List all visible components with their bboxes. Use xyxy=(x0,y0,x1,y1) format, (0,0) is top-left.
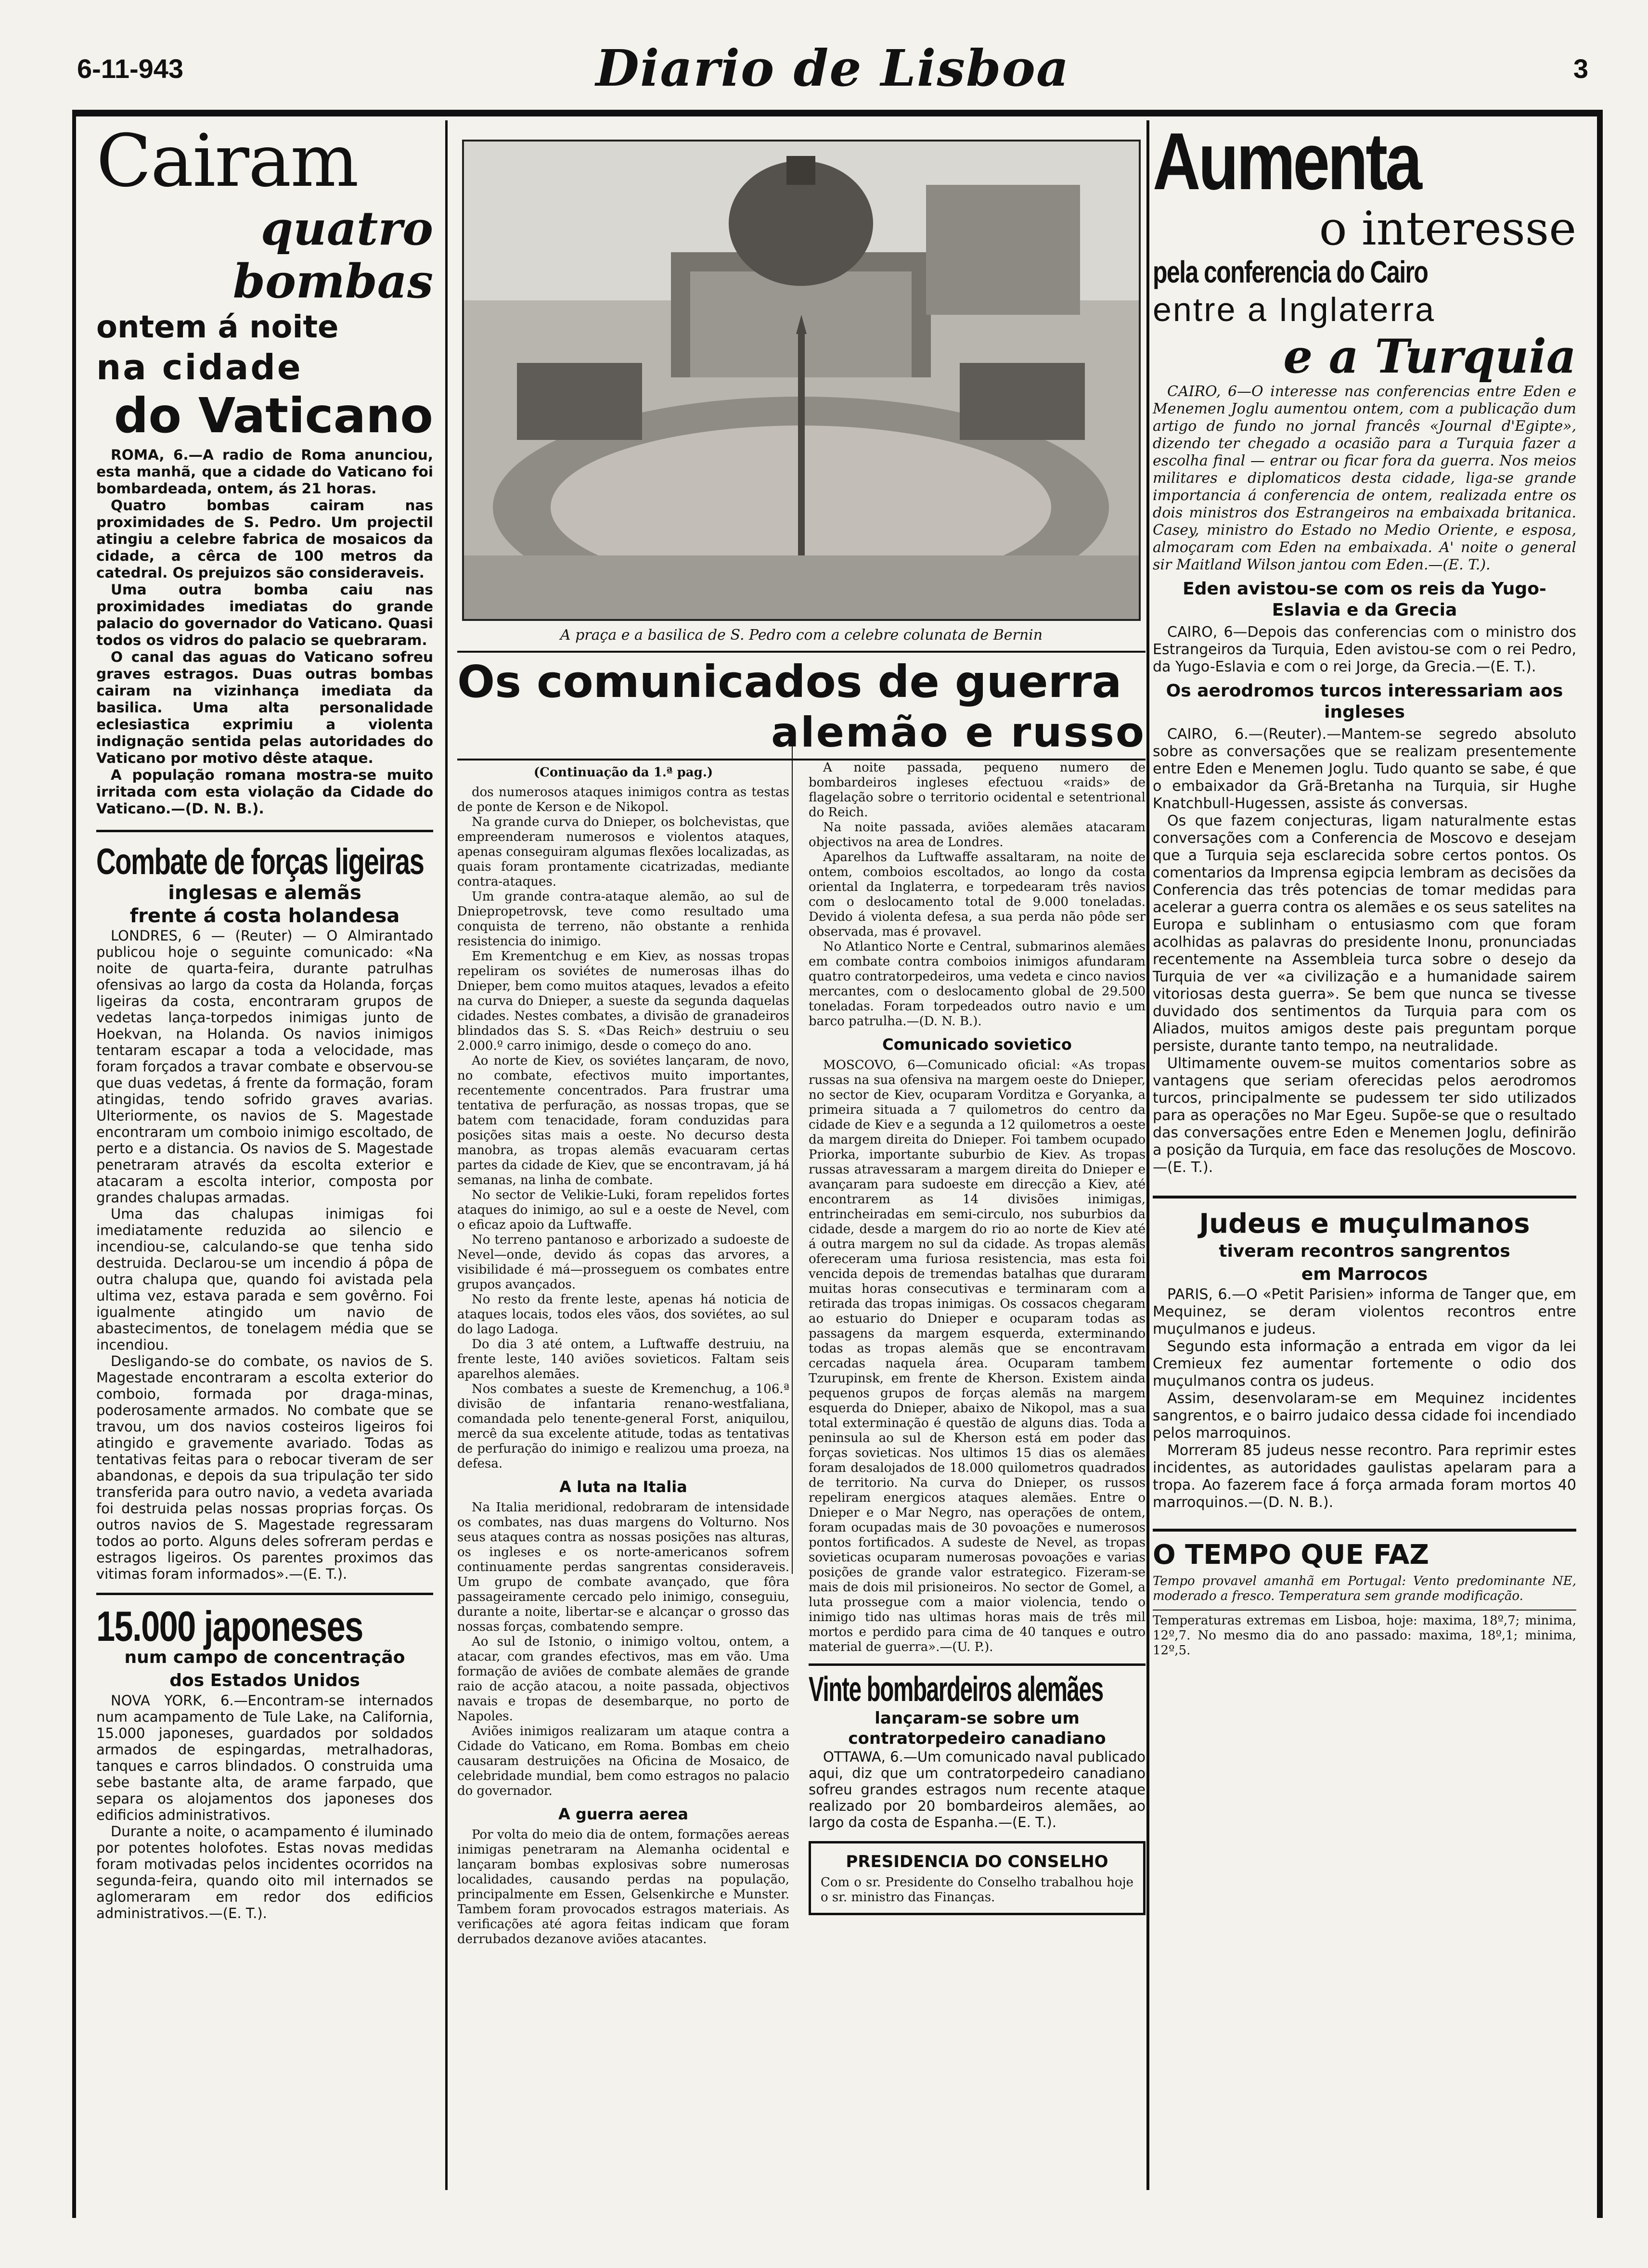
headline-line: pela conferencia do Cairo xyxy=(1153,255,1428,289)
headline: Combate de forças ligeiras xyxy=(96,841,424,882)
comunicados-col-b xyxy=(809,760,1146,1947)
vinte-article xyxy=(809,1670,1146,1830)
aumenta-article xyxy=(1153,116,1576,1176)
cairam-article xyxy=(96,120,433,817)
divider xyxy=(809,1663,1146,1666)
paragraph: CAIRO, 6—Depois das conferencias com o ministro dos Estrangeiros da Turquia, Eden avistou-se com o rei Pedro, da Yugo-Eslavia e com o rei Jorge, da Grecia.—(E. T.). xyxy=(1153,624,1576,675)
paragraph: Aviões inimigos realizaram um ataque contra a Cidade do Vaticano, em Roma. Bombas em cheio causaram destruições na Oficina de Mosaico, de celebridade mundial, bem como estragos no palacio do governador. xyxy=(457,1724,789,1798)
subheadline: tiveram recontros sangrentos xyxy=(1219,1241,1510,1261)
paragraph: No sector de Velikie-Luki, foram repelidos fortes ataques do inimigo, ao sul e a oeste de Nevel, com o eficaz apoio da Luftwaffe. xyxy=(457,1188,789,1232)
headline-line: e a Turquia xyxy=(1283,329,1576,384)
paragraph: A população romana mostra-se muito irritada com esta violação da Cidade do Vaticano.—(D. N. B.). xyxy=(96,767,433,817)
paragraph: MOSCOVO, 6—Comunicado oficial: «As tropas russas na sua ofensiva na margem oeste do Dnieper, no sector de Kiev, ocuparam Vorditza e Goryanka, a primeira situada a 7 quilometros do centro da cidade de Kiev e a segunda a 12 quilometros a oeste da margem direita do Dnieper. Foi tambem ocupado Priorka, importante suburbio de Kiev. As tropas russas atravessaram a margem direita do Dnieper e avançaram para sudoeste em direcção a Kiev, até encontrarem as 14 divisões inimigas, entrincheiradas em semi-circulo, nos suburbios da cidade, desde a margem do rio ao norte de Kiev até á outra margem no sul da cidade. As tropas alemãs ofereceram uma furiosa resistencia, mas esta foi vencida depois de tremendas batalhas que duraram muitas horas consecutivas e terminaram com a retirada das tropas inimigas. Os cossacos chegaram ao estuario do Dnieper e ocuparam todas as passagens da margem esquerda, exterminando todas as tropas alemãs que se encontravam cercadas naquela área. Ocuparam tambem Tzurupinsk, em frente de Kherson. Existem ainda pequenos grupos de forças alemãs na margem esquerda do Dnieper, abaixo de Nikopol, mas a sua total exterminação é questão de alguns dias. Toda a peninsula ao sul de Kherson está em poder das forças sovieticas. Nos ultimos 15 dias os alemães foram desalojados de 18.000 quilometros quadrados de territorio. Na curva do Dnieper, os russos repeliram energicos ataques alemães. Entre o Dnieper e o Mar Negro, nas operações de ontem, foram ocupadas mais de 30 povoações e numerosos pontos fortificados. A sudeste de Nevel, as tropas sovieticas ocuparam numerosas povoações e varias posições de grande valor estrategico. Fizeram-se mais de dois mil prisioneiros. No sector de Gomel, a luta prossegue com a maior violencia, tendo o inimigo tido nas ultimas horas mais de três mil mortos e perdido para cima de 40 tanques e outro material de guerra».—(U. P.). xyxy=(809,1058,1146,1654)
paragraph: No Atlantico Norte e Central, submarinos alemães em combate contra comboios inimigos afundaram quatro contratorpedeiros, uma vedeta e cinco navios mercantes, com o deslocamento global de 29.500 toneladas. Foram torpedeados outro navio e um barco patrulha.—(D. N. B.). xyxy=(809,940,1146,1029)
tempo-article xyxy=(1153,1539,1576,1658)
left-column xyxy=(96,120,433,1921)
paragraph: Quatro bombas cairam nas proximidades de S. Pedro. Um projectil atingiu a celebre fabrica de mosaicos da cidade, a cêrca de 100 metros da catedral. Os prejuizos são consideraveis. xyxy=(96,497,433,581)
headline: Vinte bombardeiros alemães xyxy=(809,1670,1103,1709)
basilica-illustration xyxy=(464,142,1139,619)
paragraph: Um grande contra-ataque alemão, ao sul de Dniepropetrovsk, teve como resultado uma conquista de terreno, não obstante a renhida resistencia do inimigo. xyxy=(457,889,789,949)
section-heading: Comunicado sovietico xyxy=(882,1035,1072,1054)
paragraph: NOVA YORK, 6.—Encontram-se internados num acampamento de Tule Lake, na California, 15.000 japoneses, guardados por soldados armados de espingardas, metralhadoras, tanques e carros blindados. O construida uma sebe bastante alta, de arame farpado, que separa os alojamentos dos japoneses dos edificios administrativos. xyxy=(96,1692,433,1823)
comunicados-col-a xyxy=(457,760,789,1947)
paragraph: Segundo esta informação a entrada em vigor da lei Cremieux fez aumentar fortemente o odio dos muçulmanos contra os judeus. xyxy=(1153,1338,1576,1390)
box-title: PRESIDENCIA DO CONSELHO xyxy=(846,1852,1108,1871)
headline: Aumenta xyxy=(1153,116,1420,206)
paragraph: No terreno pantanoso e arborizado a sudoeste de Nevel—onde, devido ás copas das arvores, a visibilidade é má—prosseguem os combates entre grupos avançados. xyxy=(457,1233,789,1292)
box-body: Com o sr. Presidente do Conselho trabalhou hoje o sr. ministro das Finanças. xyxy=(821,1875,1133,1905)
comunicados-columns xyxy=(457,760,1146,1947)
article-body xyxy=(96,447,433,817)
article-body xyxy=(96,928,433,1582)
headline-line: do Vaticano xyxy=(114,387,433,444)
section-heading: Eden avistou-se com os reis da Yugo-Eslavia e da Grecia xyxy=(1183,579,1546,620)
paragraph: A noite passada, pequeno numero de bombardeiros ingleses efectuou «raids» de flagelação sobre o territorio ocidental e setentrional do Reich. xyxy=(809,760,1146,820)
paragraph: Ultimamente ouvem-se muitos comentarios sobre as vantagens que seriam oferecidas pelos aerodromos turcos, principalmente se pudessem ter sido utilizados para as operações no Mar Egeu. Supõe-se que o resultado das conversações entre Eden e Menemen Joglu, definirão a posição da Turquia, em face das resoluções de Moscovo.—(E. T.). xyxy=(1153,1055,1576,1176)
paragraph: Na Italia meridional, redobraram de intensidade os combates, nas duas margens do Volturno. Nos seus ataques contra as nossas posições nas alturas, os ingleses e os norte-americanos sofrem continuamente perdas sangrentas consideraveis. Um grupo de combate avançado, que fôra passageiramente cercado pelo inimigo, conseguiu, durante a noite, libertar-se e alcançar o grosso das nossas forças, combatendo sempre. xyxy=(457,1500,789,1634)
paragraph: PARIS, 6.—O «Petit Parisien» informa de Tanger que, em Mequinez, se deram violentos recontros entre muçulmanos e judeus. xyxy=(1153,1286,1576,1338)
divider xyxy=(457,651,1146,653)
paragraph: ROMA, 6.—A radio de Roma anunciou, esta manhã, que a cidade do Vaticano foi bombardeada, ontem, ás 21 horas. xyxy=(96,447,433,497)
section-heading: A luta na Italia xyxy=(559,1478,687,1496)
paragraph: Os que fazem conjecturas, ligam naturalmente estas conversações com a Conferencia de Moscovo e desejam que a Turquia seja esclarecida sobre certos pontos. Os comentarios da Imprensa egipcia lembram as decisões da Conferencia das três potencias de tomar medidas para acelerar a guerra contra os alemães e os seus satelites na Europa e sublinham o entusiasmo com que foram acolhidas as palavras do presidente Inonu, pronunciadas recentemente na Assembleia turca sobre o desejo da Turquia de ver «a civilização e a humanidade sairem vitoriosas desta guerra». Se bem que nunca se tivesse duvidado dos sentimentos da Turquia para com os Aliados, muitos amigos deste pais preguntam porque persiste, durante tanto tempo, na neutralidade. xyxy=(1153,812,1576,1055)
continuation-note: (Continuação da 1.ª pag.) xyxy=(533,765,713,780)
article-body xyxy=(1153,624,1576,676)
right-column xyxy=(1153,116,1576,1658)
column-rule xyxy=(445,120,448,2190)
issue-date: 6-11-943 xyxy=(77,53,184,84)
paragraph: Em Krementchug e em Kiev, as nossas tropas repeliram os soviétes de numerosas ilhas do Dnieper, bem como muitos ataques, levados a efeito na curva do Dnieper, a sueste da segunda daquelas cidades. Nestes combates, a divisão de granadeiros blindados das S. S. «Das Reich» destruiu o seu 2.000.º carro inimigo, desde o começo do ano. xyxy=(457,949,789,1053)
divider xyxy=(1153,1610,1576,1611)
paragraph: dos numerosos ataques inimigos contra as testas de ponte de Kerson e de Nikopol. xyxy=(457,785,789,814)
headline-line: o interesse xyxy=(1319,202,1576,256)
divider xyxy=(1153,1529,1576,1532)
article-body xyxy=(1153,1286,1576,1511)
subheadline: dos Estados Unidos xyxy=(169,1671,360,1690)
subheadline: lançaram-se sobre um contratorpedeiro canadiano xyxy=(848,1709,1106,1748)
comunicados-article xyxy=(457,656,1146,1947)
article-body: Tempo provavel amanhã em Portugal: Vento predominante NE, moderado a fresco. Temperatura sem grande modificação. xyxy=(1153,1574,1576,1603)
headline-line: entre a Inglaterra xyxy=(1153,291,1436,328)
headline-line: quatro bombas xyxy=(232,201,433,309)
paragraph: Desligando-se do combate, os navios de S. Magestade encontraram a escolta exterior do comboio, formada por draga-minas, poderosamente armados. No combate que se travou, um dos navios costeiros ligeiros foi atingido e gravemente avariado. Todas as tentativas feitas para o rebocar tiveram de ser abandonas, e depois da sua tripulação ter sido transferida para outro navio, a vedeta avariada foi destruida pelas nossas proprias forças. Os outros navios de S. Magestade regressaram todos ao porto. Alguns deles sofreram perdas e estragos ligeiros. Os parentes proximos das vitimas foram informados».—(E. T.). xyxy=(96,1353,433,1582)
article-body xyxy=(809,760,1146,1655)
section-heading: A guerra aerea xyxy=(558,1805,688,1823)
headline-line: na cidade xyxy=(96,347,303,387)
column-rule xyxy=(1146,120,1149,2190)
subheadline: frente á costa holandesa xyxy=(129,905,400,927)
paragraph: Morreram 85 judeus nesse recontro. Para reprimir estes incidentes, as autoridades gaulistas apelaram para a tropa. Ao fazerem face á força armada foram mortos 40 marroquinos.—(D. N. B.). xyxy=(1153,1442,1576,1511)
article-body xyxy=(809,1749,1146,1830)
headline: Judeus e muçulmanos xyxy=(1199,1208,1530,1239)
subheadline: num campo de concentração xyxy=(124,1648,405,1667)
masthead xyxy=(77,34,1588,106)
paragraph: Assim, desenvolaram-se em Mequinez incidentes sangrentos, e o bairro judaico dessa cidade foi incendiado pelos marroquinos. xyxy=(1153,1390,1576,1442)
judeus-article xyxy=(1153,1208,1576,1511)
article-body xyxy=(96,1692,433,1921)
temperature-text: Temperaturas extremas em Lisboa, hoje: maxima, 18º,7; minima, 12º,7. No mesmo dia do ano passado: maxima, 18º,1; minima, 12º,5. xyxy=(1153,1613,1576,1658)
paragraph: Do dia 3 até ontem, a Luftwaffe destruiu, na frente leste, 140 aviões sovieticos. Faltam seis aparelhos alemães. xyxy=(457,1337,789,1381)
combate-article xyxy=(96,841,433,1582)
subheadline: em Marrocos xyxy=(1301,1264,1428,1284)
paragraph: Uma outra bomba caiu nas proximidades imediatas do grande palacio do governador do Vaticano. Quasi todos os vidros do palacio se quebraram. xyxy=(96,581,433,648)
paragraph: Ao norte de Kiev, os soviétes lançaram, de novo, no combate, efectivos muito importantes, recentemente concentrados. Para frustrar uma tentativa de perfuração, as nossas tropas, que se batem com tenacidade, foram conduzidas para posições sitas mais a oeste. No decurso desta manobra, as tropas alemãs evacuaram certas partes da cidade de Kiev, que se encontravam, já há semanas, na linha de combate. xyxy=(457,1054,789,1187)
paragraph: Uma das chalupas inimigas foi imediatamente reduzida ao silencio e incendiou-se, calculando-se que tenha sido destruida. Declarou-se um incendio á pôpa de outra chalupa que, quando foi avistada pela ultima vez, estava parada e sem govêrno. Foi igualmente atingido um navio de abastecimentos, de tonelagem média que se incendiou. xyxy=(96,1206,433,1353)
article-body xyxy=(1153,726,1576,1176)
headline-line: alemão e russo xyxy=(771,709,1146,757)
paragraph: OTTAWA, 6.—Um comunicado naval publicado aqui, diz que um contratorpedeiro canadiano sofreu grandes estragos num recente ataque realizado por 20 bombardeiros alemães, ao largo da costa de Espanha.—(E. T.). xyxy=(809,1749,1146,1830)
presidencia-box xyxy=(809,1841,1146,1915)
headline: Os comunicados de guerra xyxy=(457,656,1122,708)
newspaper-title: Diario de Lisboa xyxy=(595,39,1070,98)
paragraph: CAIRO, 6.—(Reuter).—Mantem-se segredo absoluto sobre as conversações que se realizam presentemente entre Eden e Menemen Joglu. Tudo quanto se sabe, é que o embaixador da Grã-Bretanha na Turquia, sir Hughe Knatchbull-Hugessen, assiste ás conversas. xyxy=(1153,726,1576,812)
basilica-photo xyxy=(462,140,1141,621)
subheadline: inglesas e alemãs xyxy=(168,882,361,904)
page-number: 3 xyxy=(1573,53,1588,84)
paragraph: No resto da frente leste, apenas há noticia de ataques locais, todos eles vãos, dos soviétes, ao sul do lago Ladoga. xyxy=(457,1292,789,1337)
paragraph: Durante a noite, o acampamento é iluminado por potentes holofotes. Estas novas medidas foram motivadas pelos incidentes ocorridos na segunda-feira, quando oito mil internados se aglomeraram em redor dos edificios administrativos.—(E. T.). xyxy=(96,1823,433,1921)
paragraph: Por volta do meio dia de ontem, formações aereas inimigas penetraram na Alemanha ocidental e lançaram bombas explosivas sobre numerosas localidades, causando perdas na população, principalmente em Essen, Gelsenkirche e Munster. Tambem foram provocados estragos materiais. As verificações até agora feitas indicam que foram derrubados dezanove aviões atacantes. xyxy=(457,1828,789,1946)
photo-caption: A praça e a basilica de S. Pedro com a celebre colunata de Bernin xyxy=(560,627,1043,644)
divider xyxy=(96,1593,433,1595)
paragraph: LONDRES, 6 — (Reuter) — O Almirantado publicou hoje o seguinte comunicado: «Na noite de quarta-feira, durante patrulhas ofensivas ao largo da costa da Holanda, forças ligeiras da costa, encontraram grupos de vedetas lança-torpedos inimigas junto de Hoekvan, na Holanda. Os navios inimigos tentaram escapar a toda a velocidade, mas foram forçados a travar combate e observou-se que duas vedetas, á frente da formação, foram atingidas, tendo sofrido graves avarias. Ulteriormente, os navios de S. Magestade encontraram um comboio inimigo escoltado, de perto e a distancia. Os navios de S. Magestade penetraram através da escolta exterior e atacaram a escolta interior, composta por grandes chalupas armadas. xyxy=(96,928,433,1206)
paragraph: CAIRO, 6—O interesse nas conferencias entre Eden e Menemen Joglu aumentou ontem, com a publicação dum artigo de fundo no jornal francês «Journal d'Egipte», dizendo ter chegado a ocasião para a Turquia fazer a escolha final — entrar ou ficar fora da guerra. Nos meios militares e diplomaticos desta cidade, liga-se grande importancia á conferencia de ontem, realizada entre os dois ministros dos Estrangeiros na embaixada britanica. Casey, ministro do Estado no Medio Oriente, e esposa, almoçaram com Eden na embaixada. A' noite o general sir Maitland Wilson jantou com Eden.—(E. T.). xyxy=(1153,383,1576,573)
japoneses-article xyxy=(96,1602,433,1921)
paragraph: Ao sul de Istonio, o inimigo voltou, ontem, a atacar, com grandes efectivos, mas em vão. Uma formação de aviões de combate alemães de grande raio de acção atacou, a noite passada, objectivos navais e tropas de desembarque, no porto de Napoles. xyxy=(457,1635,789,1724)
article-body xyxy=(1153,383,1576,574)
headline: 15.000 japoneses xyxy=(96,1602,363,1650)
paragraph: Na grande curva do Dnieper, os bolchevistas, que empreenderam numerosos e violentos ataques, apenas conseguiram algumas flexões localizadas, as quais foram prontamente cicatrizadas, mediante contra-ataques. xyxy=(457,815,789,889)
headline: O TEMPO QUE FAZ xyxy=(1153,1539,1429,1571)
headline-line: ontem á noite xyxy=(96,309,339,345)
paragraph: Aparelhos da Luftwaffe assaltaram, na noite de ontem, comboios escoltados, ao longo da costa oriental da Inglaterra, e torpedearam três navios com o deslocamento total de 9.000 toneladas. Devido á violenta defesa, a sua perda não pôde ser observada, mas é provavel. xyxy=(809,850,1146,939)
paragraph: O canal das aguas do Vaticano sofreu graves estragos. Duas outras bombas cairam na vizinhança imediata da basilica. Uma alta personalidade eclesiastica exprimiu a violenta indignação sentida pelas autoridades do Vaticano por motivo dêste ataque. xyxy=(96,649,433,766)
headline: Cairam xyxy=(96,119,358,203)
section-heading: Os aerodromos turcos interessariam aos ingleses xyxy=(1166,681,1563,722)
paragraph: Na noite passada, aviões alemães atacaram objectivos na area de Londres. xyxy=(809,820,1146,850)
divider xyxy=(1153,1196,1576,1198)
divider xyxy=(96,830,433,832)
paragraph: Nos combates a sueste de Kremenchug, a 106.ª divisão de infantaria renano-westfaliana, comandada pelo tenente-general Forst, aniquilou, mercê da sua excelente atitude, todas as tentativas de perfuração do inimigo e realizou uma proeza, na defesa. xyxy=(457,1382,789,1471)
